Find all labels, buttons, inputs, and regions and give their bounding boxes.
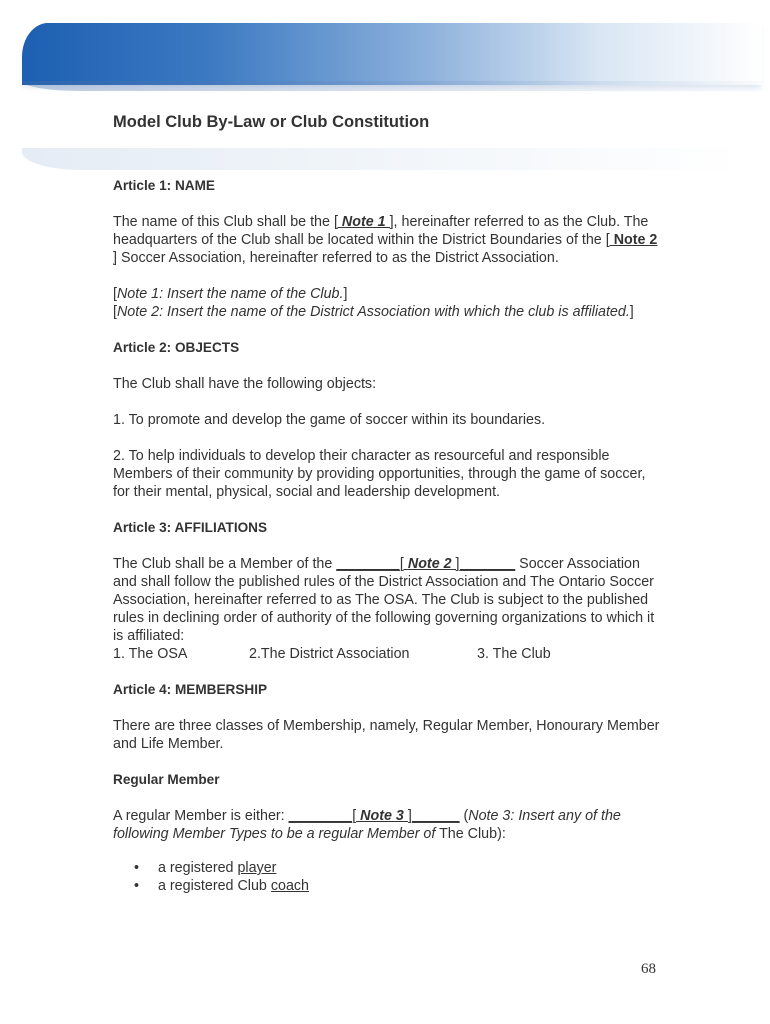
note-3-blank [289,808,460,824]
article-3-paragraph [113,555,661,645]
note-2-blank [336,556,515,572]
affiliation-1: 1. The OSA [113,646,188,662]
member-type-list [113,859,661,895]
bracket-close: ] [113,250,117,266]
article-1-notes [113,285,661,321]
affiliation-list [113,645,661,663]
bracket-open: [ [113,304,117,320]
article-1-heading: Article 1: NAME [113,178,215,193]
bracket-open: [ [113,286,117,302]
article-2-heading: Article 2: OBJECTS [113,340,240,355]
note-1-ref [334,214,394,230]
text-run: , hereinafter referred to as the Club. The headquarters of the Club shall be located within the District Boundaries of the [113,214,649,248]
text-run: a registered [158,860,238,876]
note-3-label: Note 3 [360,808,404,824]
bracket-close: ] [343,286,348,302]
note-3-text: Note 3: Insert any of the following Member Types to be a regular Member of [113,808,621,842]
list-item [158,859,661,877]
bracket-open: [ [605,232,614,248]
article-2-intro: The Club shall have the following objects: [113,376,377,392]
blank-line: ________[ [288,808,361,824]
player-link[interactable]: player [237,860,277,876]
text-run: A regular Member is either: [113,808,289,824]
regular-member-heading: Regular Member [113,772,220,787]
text-run: Soccer Association, hereinafter referred to as the District Association. [116,250,559,266]
document-body [113,111,661,895]
article-2-object-1: 1. To promote and develop the game of soccer within its boundaries. [113,412,546,428]
article-4-heading: Article 4: MEMBERSHIP [113,682,268,697]
text-run: The Club): [435,826,506,842]
note-2-label: Note 2 [407,556,452,572]
text-run: ( [459,808,469,824]
text-run: The Club shall be a Member of the [113,556,337,572]
text-run: Soccer Association and shall follow the published rules of the District Association and The Ontario Soccer Association, hereinafter referred to as The OSA. The Club is subject to the published rules in declining order of authority of the following governing organizations to which it is affiliated: [113,556,655,644]
blank-line: ________[ [336,556,408,572]
article-1-paragraph [113,213,661,267]
header-banner [22,23,762,85]
page-number: 68 [641,961,656,977]
text-run: The name of this Club shall be the [113,214,334,230]
bracket-close: ] [385,214,394,230]
article-3-heading: Article 3: AFFILIATIONS [113,520,268,535]
blank-line: ]_______ [451,556,516,572]
article-4-intro: There are three classes of Membership, namely, Regular Member, Honourary Member and Life Member. [113,718,660,752]
affiliation-3: 3. The Club [477,646,551,662]
bracket-close: ] [629,304,634,320]
blank-line: ]______ [403,808,460,824]
document-title: Model Club By-Law or Club Constitution [113,113,430,131]
regular-member-paragraph [113,807,661,843]
bracket-open: [ [333,214,342,230]
article-2-object-2: 2. To help individuals to develop their character as resourceful and responsible Members of their community by providing opportunities, through the game of soccer, for their mental, physical, social and leadership development. [113,448,646,500]
text-run: a registered Club [158,878,271,894]
note-1-label: Note 1 [341,214,386,230]
affiliation-2: 2.The District Association [249,646,410,662]
note-2-text: Note 2: Insert the name of the District Association with which the club is affiliated. [116,304,630,320]
note-2-label: Note 2 [613,232,658,248]
list-item [158,877,661,895]
coach-link[interactable]: coach [270,878,310,894]
note-1-text: Note 1: Insert the name of the Club. [116,286,344,302]
